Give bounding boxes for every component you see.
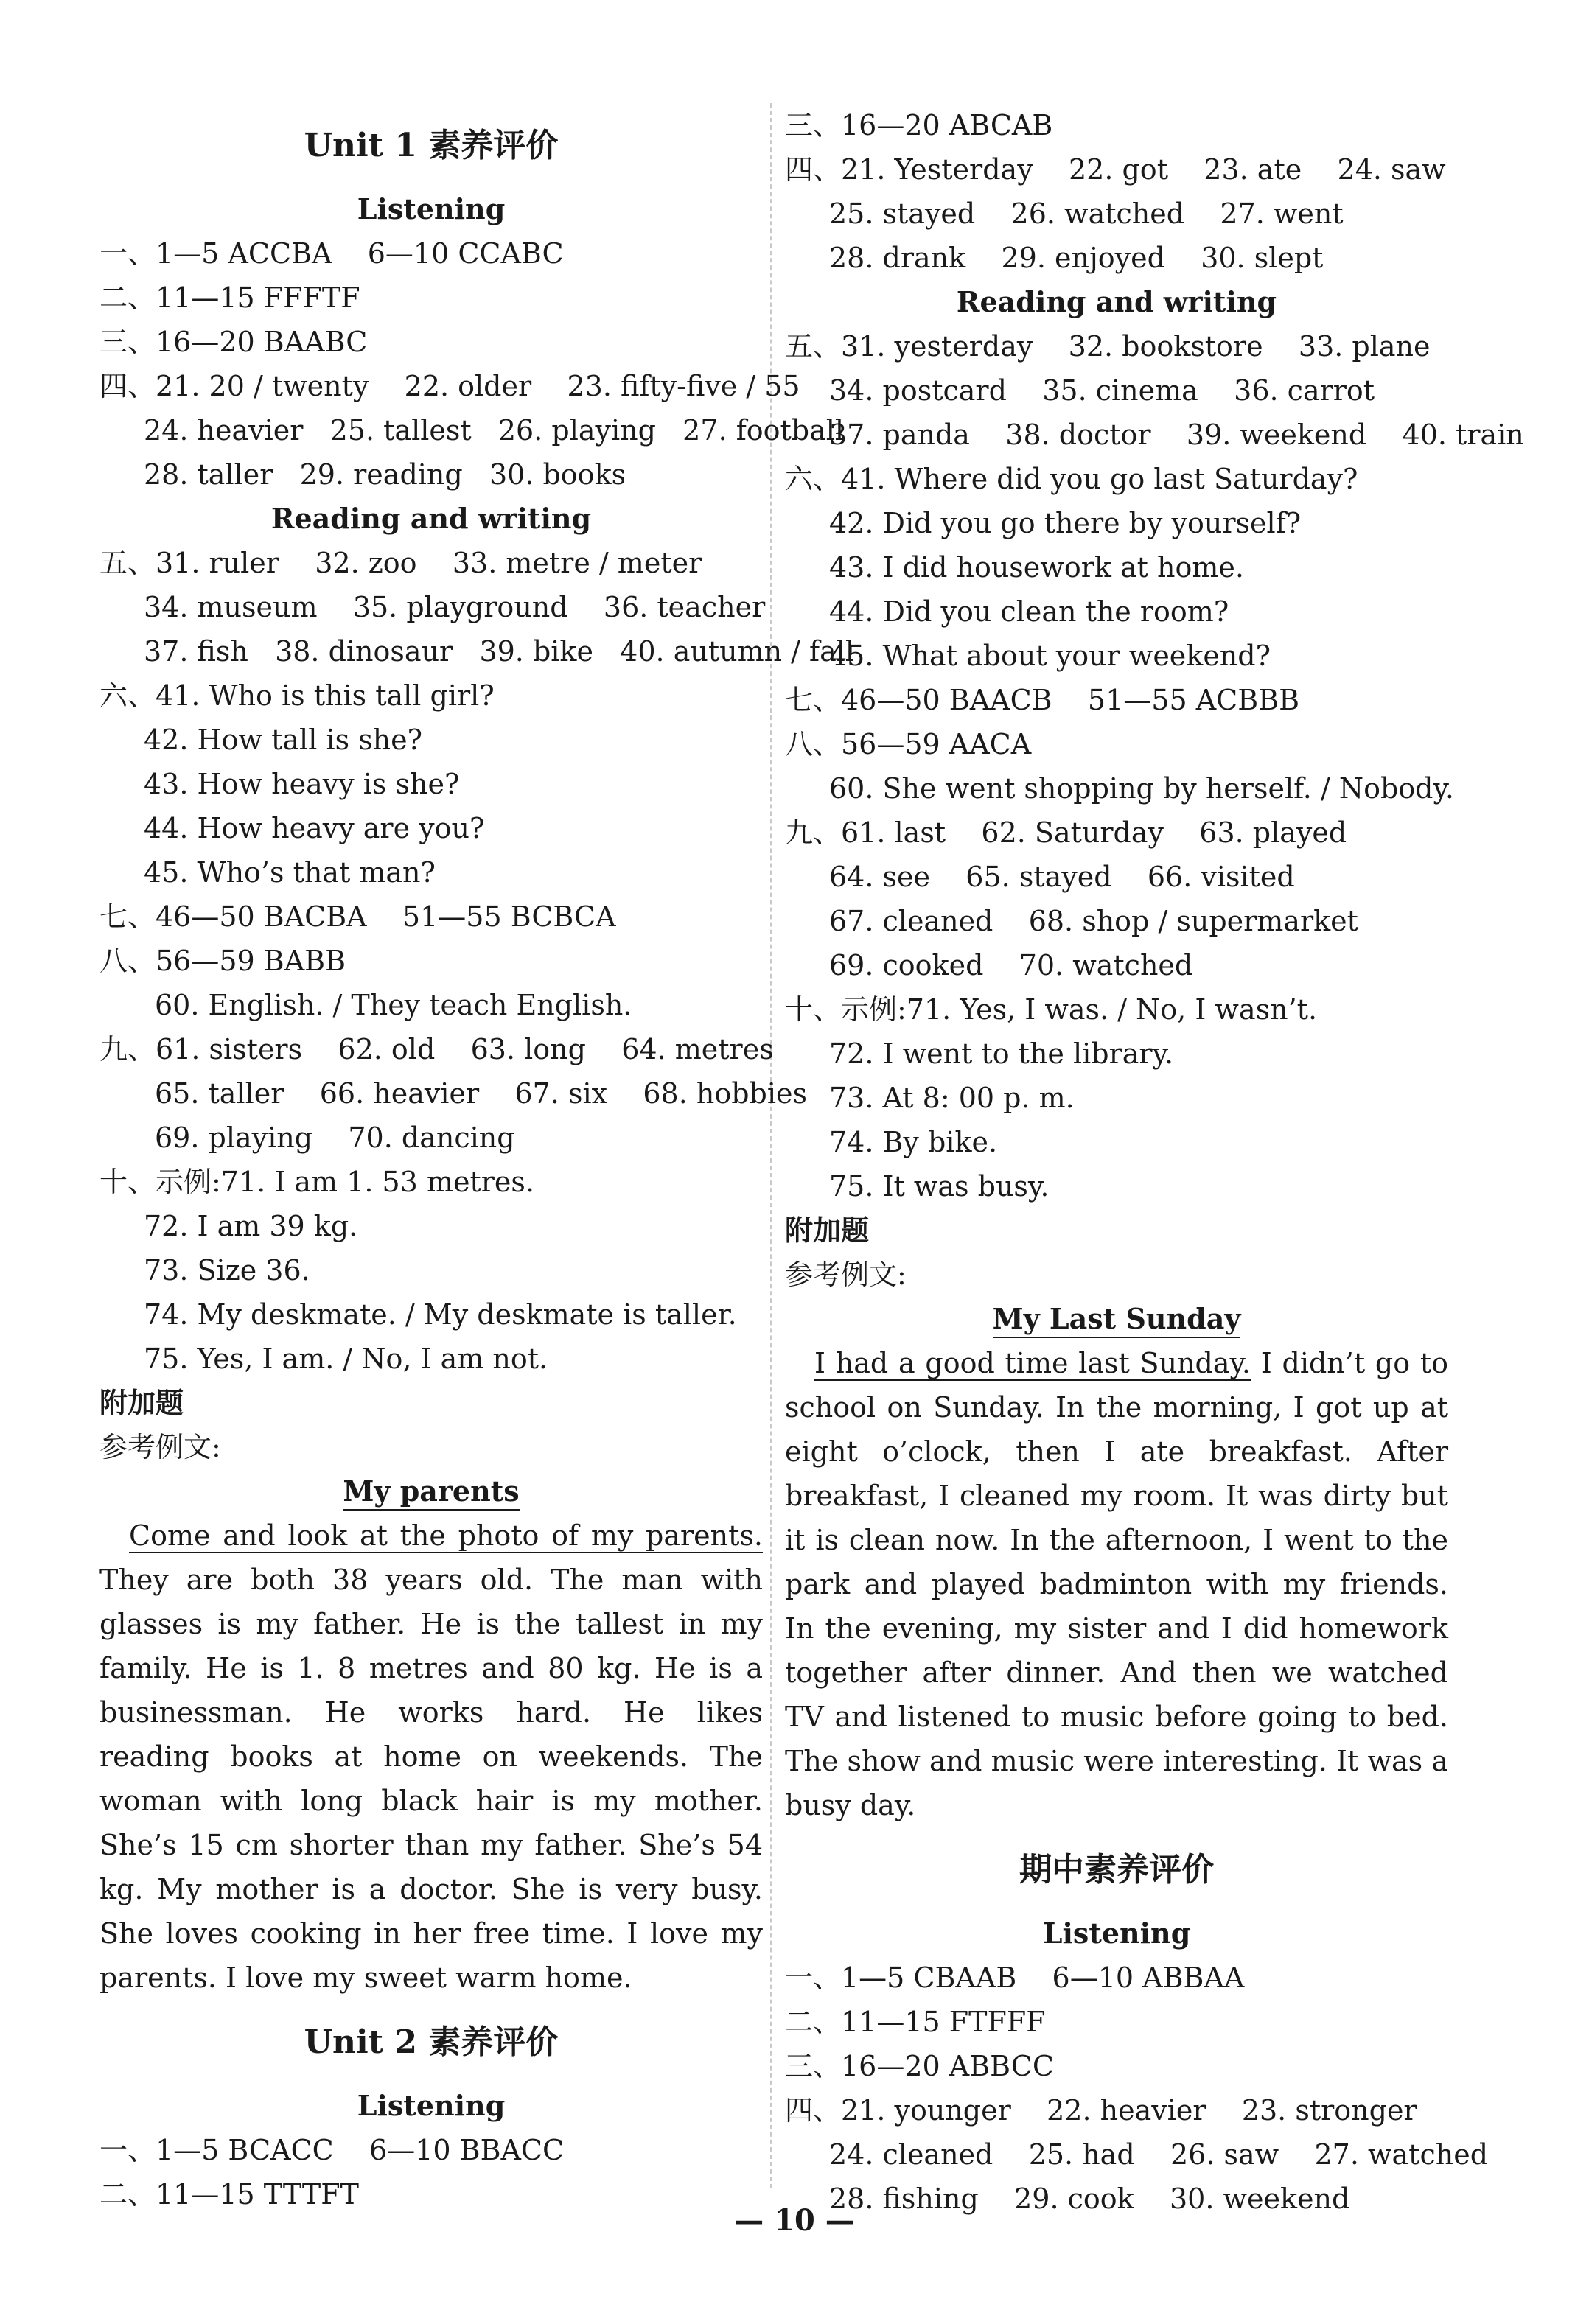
essay-first-sentence: Come and look at the photo of my parents. bbox=[129, 1519, 763, 1552]
unit1-listening-heading: Listening bbox=[357, 192, 506, 225]
unit1-title: Unit 1 素养评价 bbox=[304, 127, 559, 164]
answer-line: 三、16—20 ABCAB bbox=[785, 109, 1053, 141]
answer-line: 37. fish 38. dinosaur 39. bike 40. autumn / fall bbox=[144, 635, 855, 668]
answer-line: 72. I went to the library. bbox=[829, 1037, 1174, 1070]
answer-line: 65. taller 66. heavier 67. six 68. hobbies bbox=[155, 1077, 808, 1110]
answer-line: 五、31. ruler 32. zoo 33. metre / meter bbox=[99, 547, 702, 579]
answer-line: 75. Yes, I am. / No, I am not. bbox=[144, 1343, 548, 1375]
answer-line: 43. How heavy is she? bbox=[144, 768, 460, 800]
answer-line: 45. Who’s that man? bbox=[144, 856, 436, 889]
essay-paragraph bbox=[99, 1513, 763, 2000]
answer-line: 28. drank 29. enjoyed 30. slept bbox=[829, 242, 1324, 274]
answer-line: 二、11—15 TTTFT bbox=[99, 2178, 359, 2211]
answer-line: 34. postcard 35. cinema 36. carrot bbox=[829, 374, 1375, 407]
answer-line: 八、56—59 AACA bbox=[785, 728, 1032, 760]
reference-label: 参考例文: bbox=[99, 1431, 221, 1463]
answer-line: 十、示例:71. Yes, I was. / No, I wasn’t. bbox=[785, 993, 1318, 1026]
left-column bbox=[99, 103, 855, 2216]
answer-line: 四、21. 20 / twenty 22. older 23. fifty-five / 55 bbox=[99, 370, 800, 402]
answer-line: 42. How tall is she? bbox=[144, 724, 423, 756]
essay-paragraph bbox=[785, 1341, 1448, 1827]
answer-line: 28. fishing 29. cook 30. weekend bbox=[829, 2183, 1350, 2215]
answer-line: 六、41. Where did you go last Saturday? bbox=[785, 463, 1358, 495]
answer-line: 42. Did you go there by yourself? bbox=[829, 507, 1302, 539]
answer-line: 九、61. sisters 62. old 63. long 64. metres bbox=[99, 1033, 774, 1065]
reference-label: 参考例文: bbox=[785, 1259, 907, 1291]
answer-line: 一、1—5 ACCBA 6—10 CCABC bbox=[99, 237, 564, 270]
answer-line: 八、56—59 BABB bbox=[99, 945, 346, 977]
essay-title: My Last Sunday bbox=[785, 1297, 1448, 1341]
answer-line: 一、1—5 CBAAB 6—10 ABBAA bbox=[785, 1961, 1245, 1994]
essay-body: They are both 38 years old. The man with glasses is my father. He is the tallest in my family. He is 1. 8 metres and 80 kg. He is a businessman. He works hard. He likes reading books at home on weekends. The woman with long black hair is my mother. She’s 15 cm shorter than my father. She’s 54 kg. My mother is a doctor. She is very busy. She loves cooking in her free time. I love my parents. I love my sweet warm home. bbox=[99, 1564, 763, 1994]
midterm-title: 期中素养评价 bbox=[1019, 1851, 1214, 1889]
page-number: — 10 — bbox=[734, 2203, 855, 2238]
answer-line: 44. How heavy are you? bbox=[144, 812, 485, 844]
answer-line: 24. heavier 25. tallest 26. playing 27. football bbox=[144, 414, 845, 447]
right-column bbox=[785, 103, 1524, 2221]
unit2-title: Unit 2 素养评价 bbox=[304, 2023, 559, 2061]
answer-line: 60. English. / They teach English. bbox=[155, 989, 632, 1021]
unit2-listening-heading: Listening bbox=[357, 2089, 506, 2122]
essay-body: I didn’t go to school on Sunday. In the morning, I got up at eight o’clock, then I ate breakfast. After breakfast, I cleaned my room. It was dirty but it is clean now. In the afternoon, I went to the park and played badminton with my friends. In the evening, my sister and I did homework together after dinner. And then we watched TV and listened to music before going to bed. The show and music were interesting. It was a busy day. bbox=[785, 1347, 1448, 1821]
answer-line: 69. cooked 70. watched bbox=[829, 949, 1193, 981]
answer-line: 二、11—15 FTFFF bbox=[785, 2006, 1046, 2038]
answer-line: 三、16—20 BAABC bbox=[99, 326, 368, 358]
essay-title: My parents bbox=[99, 1469, 763, 1513]
answer-line: 72. I am 39 kg. bbox=[144, 1210, 358, 1242]
answer-line: 25. stayed 26. watched 27. went bbox=[829, 197, 1344, 230]
answer-line: 五、31. yesterday 32. bookstore 33. plane bbox=[785, 330, 1431, 363]
answer-line: 七、46—50 BACBA 51—55 BCBCA bbox=[99, 900, 616, 933]
answer-line: 六、41. Who is this tall girl? bbox=[99, 679, 495, 712]
answer-line: 64. see 65. stayed 66. visited bbox=[829, 861, 1295, 893]
answer-line: 一、1—5 BCACC 6—10 BBACC bbox=[99, 2134, 565, 2166]
answer-line: 45. What about your weekend? bbox=[829, 640, 1271, 672]
answer-line: 74. My deskmate. / My deskmate is taller. bbox=[144, 1298, 737, 1331]
answer-line: 67. cleaned 68. shop / supermarket bbox=[829, 905, 1358, 937]
unit1-reading-writing-heading: Reading and writing bbox=[270, 502, 592, 535]
answer-line: 43. I did housework at home. bbox=[829, 551, 1244, 584]
answer-line: 34. museum 35. playground 36. teacher bbox=[144, 591, 766, 623]
answer-line: 74. By bike. bbox=[829, 1126, 998, 1158]
answer-line: 37. panda 38. doctor 39. weekend 40. train bbox=[829, 419, 1524, 451]
answer-line: 十、示例:71. I am 1. 53 metres. bbox=[99, 1166, 534, 1198]
answer-line: 60. She went shopping by herself. / Nobody. bbox=[829, 772, 1455, 805]
bonus-label: 附加题 bbox=[785, 1214, 870, 1247]
answer-line: 73. At 8: 00 p. m. bbox=[829, 1082, 1075, 1114]
midterm-listening-heading: Listening bbox=[1042, 1917, 1191, 1950]
answer-line: 四、21. Yesterday 22. got 23. ate 24. saw bbox=[785, 153, 1446, 186]
answer-line: 73. Size 36. bbox=[144, 1254, 310, 1287]
answer-line: 44. Did you clean the room? bbox=[829, 595, 1229, 628]
answer-line: 七、46—50 BAACB 51—55 ACBBB bbox=[785, 684, 1299, 716]
answer-line: 69. playing 70. dancing bbox=[155, 1121, 515, 1154]
answer-line: 24. cleaned 25. had 26. saw 27. watched bbox=[829, 2138, 1489, 2171]
essay-first-sentence: I had a good time last Sunday. bbox=[814, 1347, 1251, 1379]
answer-line: 28. taller 29. reading 30. books bbox=[144, 458, 626, 491]
bonus-label: 附加题 bbox=[99, 1386, 184, 1419]
answer-line: 二、11—15 FFFTF bbox=[99, 281, 360, 314]
answer-line: 四、21. younger 22. heavier 23. stronger bbox=[785, 2094, 1417, 2127]
reading-writing-heading: Reading and writing bbox=[956, 285, 1277, 318]
answer-line: 三、16—20 ABBCC bbox=[785, 2050, 1054, 2082]
answer-line: 75. It was busy. bbox=[829, 1170, 1050, 1203]
answer-line: 九、61. last 62. Saturday 63. played bbox=[785, 816, 1347, 849]
